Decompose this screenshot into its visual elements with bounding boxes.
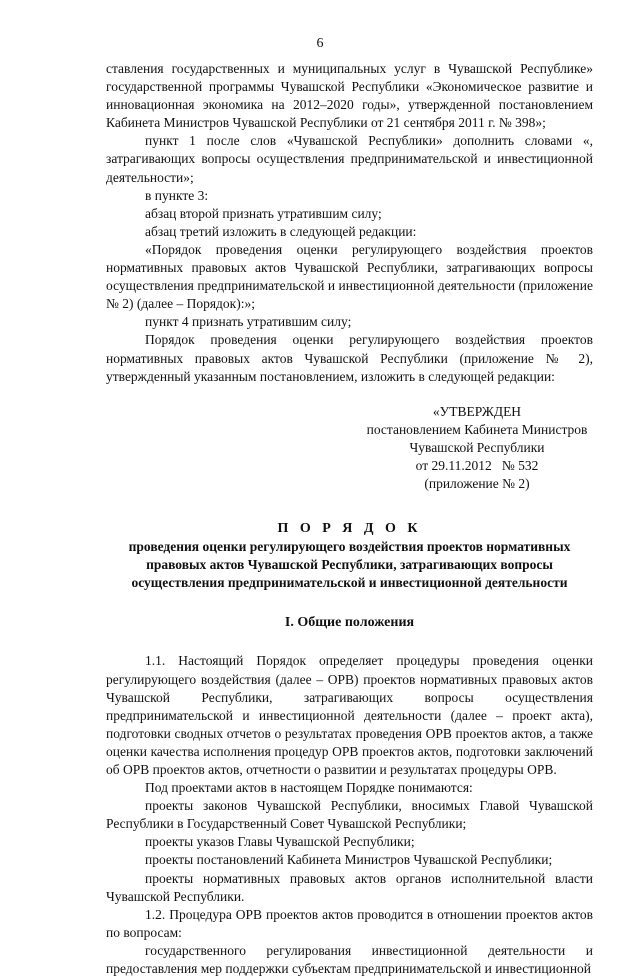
- intro-paragraph: абзац третий изложить в следующей редакции:: [145, 223, 417, 239]
- approval-line: постановлением Кабинета Министров: [366, 421, 588, 437]
- section-paragraph: государственного регулирования инвестиционной деятельности и предоставления мер поддержки субъектам предпринимательской и инвестиционной: [106, 942, 593, 977]
- section-heading: I. Общие положения: [284, 615, 415, 631]
- approval-line: «УТВЕРЖДЕН: [432, 403, 522, 419]
- approval-line: от 29.11.2012 № 532: [415, 457, 539, 473]
- intro-paragraph: абзац второй признать утратившим силу;: [145, 205, 382, 221]
- document-body: [106, 60, 593, 978]
- page-number: 6: [316, 36, 324, 51]
- section-paragraph: 1.1. Настоящий Порядок определяет процедуры проведения оценки регулирующего воздействия (далее – ОРВ) проектов нормативных правовых актов Чувашской Республики, затрагивающих вопросы осуществления предпринимательской и инвестиционной деятельности (далее – проект акта), подготовки сводных отчетов о результатах проведения ОРВ проектов актов, а также оценки качества исполнения процедур ОРВ проектов актов, подготовки заключений об ОРВ проектов актов, отчетности о развитии и результатах процедуры ОРВ.: [106, 653, 593, 777]
- approval-block: [106, 403, 593, 493]
- intro-paragraph: в пункте 3:: [145, 187, 209, 203]
- section-paragraph: 1.2. Процедура ОРВ проектов актов проводится в отношении проектов актов по вопросам:: [106, 906, 593, 940]
- approval-line: Чувашской Республики: [409, 439, 545, 455]
- intro-paragraph: «Порядок проведения оценки регулирующего воздействия проектов нормативных правовых актов Чувашской Республики, затрагивающих вопросы осуществления предпринимательской и инвестиционной деятельности (приложение № 2) (далее – Порядок):»;: [106, 241, 593, 312]
- section-paragraph: проекты постановлений Кабинета Министров Чувашской Республики;: [145, 852, 553, 868]
- section-paragraph: Под проектами актов в настоящем Порядке понимаются:: [145, 780, 473, 796]
- section-paragraph: проекты законов Чувашской Республики, вносимых Главой Чувашской Республики в Государственный Совет Чувашской Республики;: [106, 798, 593, 832]
- approval-line: (приложение № 2): [424, 476, 530, 492]
- intro-paragraph: пункт 4 признать утратившим силу;: [145, 314, 352, 330]
- intro-paragraph: пункт 1 после слов «Чувашской Республики» дополнить словами «, затрагивающих вопросы осуществления предпринимательской и инвестиционной деятельности»;: [106, 133, 593, 185]
- section-paragraph: проекты указов Главы Чувашской Республики;: [145, 834, 415, 850]
- intro-paragraph: Порядок проведения оценки регулирующего воздействия проектов нормативных правовых актов Чувашской Республики (приложение № 2), утвержденный указанным постановлением, изложить в следующей редакции:: [106, 332, 593, 384]
- section-paragraph: проекты нормативных правовых актов органов исполнительной власти Чувашской Республики.: [106, 870, 593, 904]
- intro-paragraph: ставления государственных и муниципальных услуг в Чувашской Республике» государственной программы Чувашской Республики «Экономическое развитие и инновационная экономика на 2012–2020 годы», утвержденной постановлением Кабинета Министров Чувашской Республики от 21 сентября 2011 г. № 398»;: [106, 61, 593, 131]
- document-subtitle: проведения оценки регулирующего воздействия проектов нормативных правовых актов Чувашской Республики, затрагивающих вопросы осуществления предпринимательской и инвестиционной деятельности: [128, 539, 571, 591]
- document-title: П О Р Я Д О К: [277, 521, 422, 537]
